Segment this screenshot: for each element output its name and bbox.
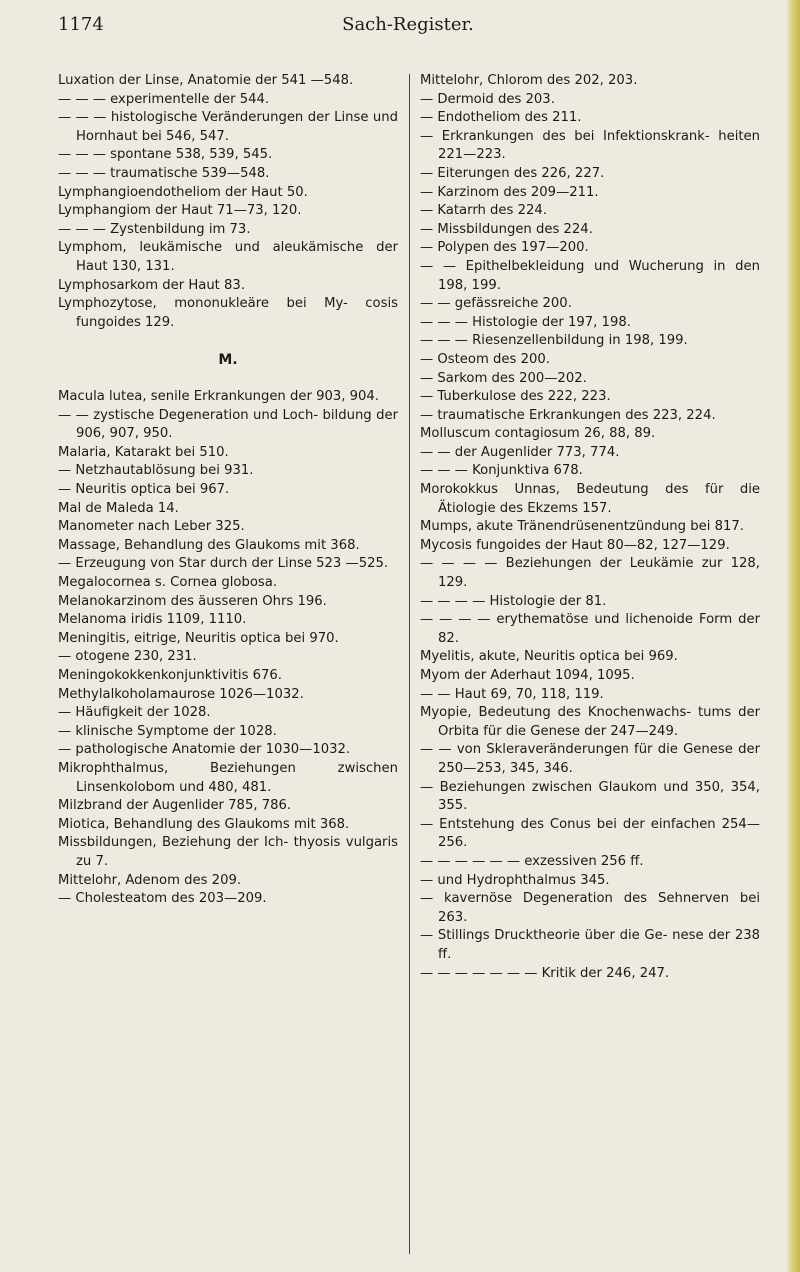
index-entry: — Polypen des 197—200. xyxy=(420,240,589,256)
index-entry: — — — Zystenbildung im 73. xyxy=(58,221,251,237)
index-entry: Mycosis fungoides der Haut 80—82, 127—129. xyxy=(420,537,730,553)
index-entry: Massage, Behandlung des Glaukoms mit 368. xyxy=(58,537,360,553)
index-entry: — Osteom des 200. xyxy=(420,351,550,367)
index-entry: — — von Skleraveränderungen für die Genese der 250—253, 345, 346. xyxy=(420,742,760,776)
index-entry: Morokokkus Unnas, Bedeutung des für die Ätiologie des Ekzems 157. xyxy=(420,482,760,516)
index-entry: — Neuritis optica bei 967. xyxy=(58,482,230,498)
index-entry: — klinische Symptome der 1028. xyxy=(58,723,277,739)
index-entry: — Stillings Drucktheorie über die Ge- nese der 238 ff. xyxy=(420,928,760,962)
index-entry: — — — — — — exzessiven 256 ff. xyxy=(420,853,644,869)
index-entry: Myopie, Bedeutung des Knochenwachs- tums der Orbita für die Genese der 247—249. xyxy=(420,705,760,739)
index-entry: — Häufigkeit der 1028. xyxy=(58,705,211,721)
page-edge xyxy=(786,0,800,1272)
index-entry: Meningitis, eitrige, Neuritis optica bei 970. xyxy=(58,630,339,646)
index-entry: — Eiterungen des 226, 227. xyxy=(420,165,605,181)
index-entry: — Endotheliom des 211. xyxy=(420,110,582,126)
index-entry: Methylalkoholamaurose 1026—1032. xyxy=(58,686,304,702)
index-entry: Mittelohr, Chlorom des 202, 203. xyxy=(420,73,638,88)
index-entry: — — — Histologie der 197, 198. xyxy=(420,314,631,330)
index-entry: Mikrophthalmus, Beziehungen zwischen Linsenkolobom und 480, 481. xyxy=(58,760,398,795)
index-entry: — Dermoid des 203. xyxy=(420,91,555,107)
index-entry: Molluscum contagiosum 26, 88, 89. xyxy=(420,426,656,442)
index-entry: Melanoma iridis 1109, 1110. xyxy=(58,612,247,628)
index-entry: — — — Konjunktiva 678. xyxy=(420,463,583,479)
blank-line xyxy=(58,370,398,389)
index-entry: — pathologische Anatomie der 1030—1032. xyxy=(58,742,351,758)
index-entry: — und Hydrophthalmus 345. xyxy=(420,872,610,888)
index-entry: Lymphozytose, mononukleäre bei My- cosis fungoides 129. xyxy=(58,296,398,330)
index-entry: — — der Augenlider 773, 774. xyxy=(420,444,620,460)
index-entry: Lymphom, leukämische und aleukämische der Haut 130, 131. xyxy=(58,240,398,274)
index-entry: Lymphangioendotheliom der Haut 50. xyxy=(58,184,308,200)
index-entry: — — zystische Degeneration und Loch- bildung der 906, 907, 950. xyxy=(58,407,398,442)
index-entry: Myelitis, akute, Neuritis optica bei 969. xyxy=(420,649,678,665)
index-entry: Milzbrand der Augenlider 785, 786. xyxy=(58,798,292,814)
index-entry: Mumps, akute Tränendrüsenentzündung bei 817. xyxy=(420,519,744,535)
index-entry: — — Epithelbekleidung und Wucherung in den 198, 199. xyxy=(420,258,760,293)
index-entry: Mittelohr, Adenom des 209. xyxy=(58,872,242,888)
index-entry: — — — traumatische 539—548. xyxy=(58,165,270,181)
index-entry: Missbildungen, Beziehung der Ich- thyosis vulgaris zu 7. xyxy=(58,835,398,869)
index-column-right xyxy=(420,72,760,983)
index-column-left xyxy=(58,72,398,909)
page-title: Sach-Register. xyxy=(342,14,474,35)
index-entry: — traumatische Erkrankungen des 223, 224. xyxy=(420,407,716,423)
index-entry: — — — — Histologie der 81. xyxy=(420,593,607,609)
index-entry: — — — — erythematöse und lichenoide Form der 82. xyxy=(420,612,760,646)
index-entry: — Missbildungen des 224. xyxy=(420,221,593,237)
index-entry: Malaria, Katarakt bei 510. xyxy=(58,444,229,460)
index-entry: — Erzeugung von Star durch der Linse 523 —525. xyxy=(58,556,389,572)
index-entry: — otogene 230, 231. xyxy=(58,649,197,665)
index-entry: Mal de Maleda 14. xyxy=(58,500,179,516)
index-entry: — — — — — — — Kritik der 246, 247. xyxy=(420,965,670,981)
index-entry: Lymphangiom der Haut 71—73, 120. xyxy=(58,203,302,219)
index-entry: — — — experimentelle der 544. xyxy=(58,91,270,107)
index-entry: Miotica, Behandlung des Glaukoms mit 368. xyxy=(58,816,350,832)
index-entry: — — Haut 69, 70, 118, 119. xyxy=(420,686,604,702)
index-entry: — — — — Beziehungen der Leukämie zur 128, 129. xyxy=(420,556,760,591)
index-entry: Myom der Aderhaut 1094, 1095. xyxy=(420,668,635,683)
index-entry: — Karzinom des 209—211. xyxy=(420,184,599,200)
index-entry: — Beziehungen zwischen Glaukom und 350, 354, 355. xyxy=(420,779,760,814)
index-entry: — — — Riesenzellenbildung in 198, 199. xyxy=(420,333,688,349)
index-entry: — kavernöse Degeneration des Sehnerven bei 263. xyxy=(420,891,760,925)
index-entry: — — gefässreiche 200. xyxy=(420,296,572,312)
index-entry: — Erkrankungen des bei Infektionskrank- heiten 221—223. xyxy=(420,128,760,163)
index-entry: Megalocornea s. Cornea globosa. xyxy=(58,575,278,591)
index-entry: — — — histologische Veränderungen der Linse und Hornhaut bei 546, 547. xyxy=(58,110,398,144)
index-entry: — Netzhautablösung bei 931. xyxy=(58,463,254,479)
index-entry: — Tuberkulose des 222, 223. xyxy=(420,389,611,405)
index-entry: — Cholesteatom des 203—209. xyxy=(58,891,267,907)
index-entry: Melanokarzinom des äusseren Ohrs 196. xyxy=(58,593,327,609)
column-divider xyxy=(409,74,410,1254)
index-entry: — Entstehung des Conus bei der einfachen 254—256. xyxy=(420,816,760,851)
section-letter: M. xyxy=(218,351,238,368)
page-number: 1174 xyxy=(58,14,104,35)
index-entry: Lymphosarkom der Haut 83. xyxy=(58,277,246,293)
index-entry: — Katarrh des 224. xyxy=(420,203,547,219)
index-entry: Meningokokkenkonjunktivitis 676. xyxy=(58,668,282,683)
index-entry: Manometer nach Leber 325. xyxy=(58,519,245,535)
index-entry: — Sarkom des 200—202. xyxy=(420,370,587,386)
blank-line xyxy=(58,332,398,351)
page-header xyxy=(58,14,758,46)
index-entry: — — — spontane 538, 539, 545. xyxy=(58,147,273,163)
index-entry: Luxation der Linse, Anatomie der 541 —548. xyxy=(58,73,354,88)
index-entry: Macula lutea, senile Erkrankungen der 903, 904. xyxy=(58,389,380,405)
